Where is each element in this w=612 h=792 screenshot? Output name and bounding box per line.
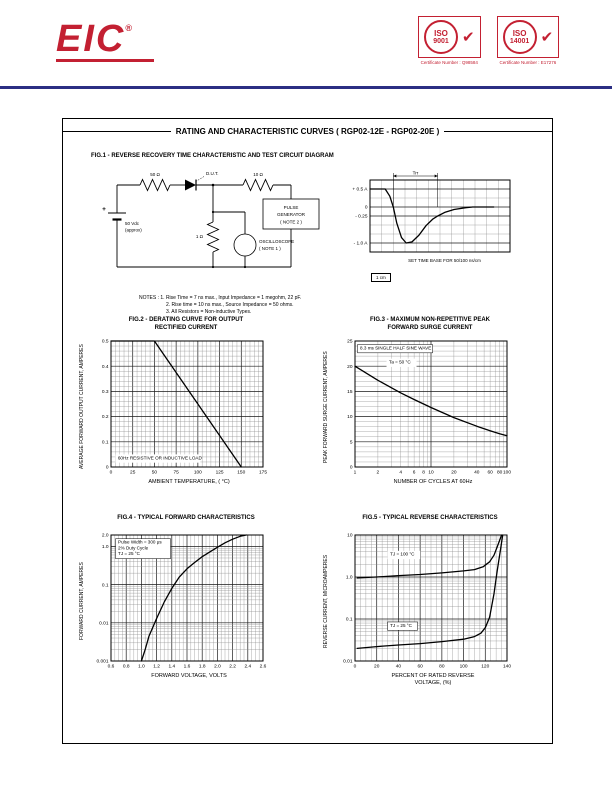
certification-badges [418,16,559,65]
svg-text:2.6: 2.6 [259,664,267,670]
fig5-heading: FIG.5 - TYPICAL REVERSE CHARACTERISTICS [362,515,498,521]
fig5-plot [329,529,515,673]
svg-text:Trr: Trr [412,170,419,176]
svg-text:60Hz RESISTIVE OR INDUCTIVE LO: 60Hz RESISTIVE OR INDUCTIVE LOAD [117,455,202,461]
note-line: 2. Rise time = 10 ns max., Source Impedance = 50 ohms. [166,301,294,308]
fig2-ylabel: AVERAGE FORWARD OUTPUT CURRENT, AMPERES [79,344,85,470]
fig4-plot [85,529,271,673]
svg-text:8: 8 [422,470,425,476]
svg-text:20: 20 [374,664,380,670]
fig2-chart-block [79,335,271,486]
svg-text:1: 1 [353,470,357,476]
svg-text:0: 0 [353,664,357,670]
svg-text:80: 80 [496,470,503,476]
page-title: RATING AND CHARACTERISTIC CURVES ( RGP02-12E - RGP02-20E ) [175,127,440,136]
fig3-ylabel: PEAK FORWARD SURGE CURRENT, AMPERES [323,351,329,463]
fig4-plot-mount [85,529,271,673]
eic-logo [56,20,154,62]
svg-text:1.2: 1.2 [153,664,160,670]
svg-text:0.8: 0.8 [122,664,130,670]
svg-text:Pulse Width = 300 μs: Pulse Width = 300 μs [118,539,162,545]
svg-text:120: 120 [481,664,490,670]
checkmark-icon: ✔ [462,28,475,46]
certificate-number: Certificate Number : E17276 [499,60,557,65]
svg-text:40: 40 [395,664,402,670]
fig1-waveform-plot [343,169,518,257]
pulse-generator-label-3: ( NOTE 2 ) [280,219,302,225]
dut-diode-icon [185,180,196,191]
svg-text:0.001: 0.001 [96,659,109,665]
svg-text:20: 20 [347,364,353,370]
fig3-chart-block [323,335,515,486]
one-cm-scale: 1 cm [371,273,391,282]
svg-text:40: 40 [474,470,480,476]
fig3-xlabel: NUMBER OF CYCLES AT 60Hz [393,479,473,485]
svg-text:25: 25 [347,339,353,345]
title-line-left [63,131,171,132]
svg-text:TJ = 25 °C: TJ = 25 °C [390,622,412,628]
fig1-heading: FIG.1 - REVERSE RECOVERY TIME CHARACTERISTIC AND TEST CIRCUIT DIAGRAM [91,153,334,159]
svg-text:0.2: 0.2 [101,415,109,421]
svg-text:80: 80 [439,664,445,670]
fig5-plot-mount [329,529,515,673]
iso9001-badge [418,16,481,65]
fig4-heading: FIG.4 - TYPICAL FORWARD CHARACTERISTICS [117,515,255,521]
resistor-10-label: 10 Ω [253,172,263,177]
svg-text:1.0: 1.0 [345,575,353,581]
svg-text:8.3 ms SINGLE HALF SINE WAVE: 8.3 ms SINGLE HALF SINE WAVE [360,345,432,351]
svg-text:25: 25 [130,470,136,476]
svg-text:0.4: 0.4 [101,364,109,370]
svg-text:2.0: 2.0 [101,533,109,539]
fig2-heading: FIG.2 - DERATING CURVE FOR OUTPUT RECTIFIED CURRENT [128,317,244,331]
svg-text:2: 2 [376,470,380,476]
iso14001-badge [497,16,560,65]
fig4-ylabel: FORWARD CURRENT, AMPERES [79,562,85,640]
source-label-2: (approx) [125,227,142,233]
svg-text:15: 15 [347,390,353,395]
svg-text:- 1.0 A: - 1.0 A [353,241,368,247]
fig4-chart-block [79,529,271,680]
svg-text:TJ = 100 °C: TJ = 100 °C [390,551,415,557]
svg-text:1.0: 1.0 [138,664,145,670]
content-box [62,118,553,744]
fig1-notes [139,295,301,315]
svg-text:0.01: 0.01 [343,659,353,665]
svg-text:0.1: 0.1 [101,440,109,446]
fig3-plot-mount [329,335,515,479]
registered-mark-icon: ® [125,23,132,33]
checkmark-icon: ✔ [540,28,554,46]
svg-text:10: 10 [428,470,434,476]
resistor-50-label: 50 Ω [150,172,160,177]
iso9001-seal-icon: ISO 9001 [424,20,458,54]
note-line: NOTES : 1. Rise Time = 7 ns max., Input Impedance = 1 megohm, 22 pF. [139,295,302,301]
svg-text:0: 0 [109,470,113,476]
fig3-plot [329,335,515,479]
svg-text:+ 0.5 A: + 0.5 A [352,187,368,193]
fig2-xlabel: AMBIENT TEMPERATURE, ( °C) [148,479,230,485]
svg-text:0: 0 [105,465,109,471]
svg-text:20: 20 [451,470,457,476]
svg-text:4: 4 [399,470,403,476]
oscilloscope-label-2: ( NOTE 1 ) [259,246,281,251]
fig5-ylabel: REVERSE CURRENT, MICROAMPERES [323,554,329,648]
svg-text:100: 100 [193,470,202,476]
svg-text:- 0.25: - 0.25 [355,214,368,220]
note-line: 3. All Resistors = Non-inductive Types. [166,308,252,315]
fig1-scope-panel [343,169,527,284]
fig1-waveform-mount [343,169,518,257]
resistor-1-label: 1 Ω [195,234,203,239]
certificate-number: Certificate Number : Q98584 [420,60,478,65]
fig2-plot [85,335,271,479]
svg-text:2% Duty Cycle: 2% Duty Cycle [118,545,149,551]
battery-plus-label: + [102,206,106,213]
pulse-generator-label-1: PULSE [283,205,299,210]
brand-text: EIC [56,18,126,60]
svg-text:1.4: 1.4 [168,664,176,670]
svg-text:6: 6 [412,470,416,476]
svg-text:60: 60 [417,664,423,670]
svg-text:75: 75 [173,470,179,476]
svg-text:1.8: 1.8 [198,664,206,670]
svg-text:0.01: 0.01 [99,621,109,627]
iso14001-seal-icon: ISO 14001 [503,20,537,54]
fig3-heading: FIG.3 - MAXIMUM NON-REPETITIVE PEAK FORWARD SURGE CURRENT [369,317,490,331]
tj-25c-curve [357,535,503,648]
svg-text:100: 100 [459,664,468,670]
fig5-chart-block [323,529,515,686]
scope-caption: SET TIME BASE FOR 50/100 ns/cm [408,258,481,263]
svg-text:0: 0 [364,205,368,211]
svg-text:0: 0 [349,465,353,471]
oscilloscope-label-1: OSCILLOSCOPE [259,239,295,244]
svg-text:0.3: 0.3 [101,390,109,395]
svg-text:150: 150 [237,470,246,476]
fig4-xlabel: FORWARD VOLTAGE, VOLTS [151,673,227,679]
fig1-circuit-diagram [85,167,337,287]
svg-text:2.2: 2.2 [229,664,236,670]
svg-text:Ta = 50 °C: Ta = 50 °C [389,359,411,365]
title-line-right [444,131,552,132]
svg-text:2.4: 2.4 [244,664,252,670]
svg-text:175: 175 [258,470,268,476]
pulse-generator-label-2: GENERATOR [276,212,306,217]
svg-text:1.0: 1.0 [101,545,109,551]
dut-label: D.U.T. [206,171,219,176]
svg-text:100: 100 [502,470,512,476]
header-rule [0,86,612,89]
svg-text:1.6: 1.6 [183,664,191,670]
svg-text:0.6: 0.6 [107,664,115,670]
svg-text:0.1: 0.1 [101,583,109,589]
fig5-xlabel: PERCENT OF RATED REVERSE VOLTAGE, (%) [391,673,475,686]
fig2-plot-mount [85,335,271,479]
svg-text:125: 125 [215,470,224,476]
svg-text:10: 10 [347,415,353,421]
svg-text:2.0: 2.0 [214,664,221,670]
svg-text:60: 60 [487,470,493,476]
svg-text:140: 140 [502,664,512,670]
svg-text:0.1: 0.1 [345,617,353,623]
svg-text:10: 10 [347,533,353,539]
svg-text:0.5: 0.5 [101,339,109,345]
main-title-row [63,127,552,136]
svg-text:5: 5 [349,440,353,446]
svg-text:50: 50 [151,470,158,476]
source-label-1: 50 Vdc [125,221,140,226]
svg-text:TJ = 25 °C: TJ = 25 °C [118,551,140,557]
